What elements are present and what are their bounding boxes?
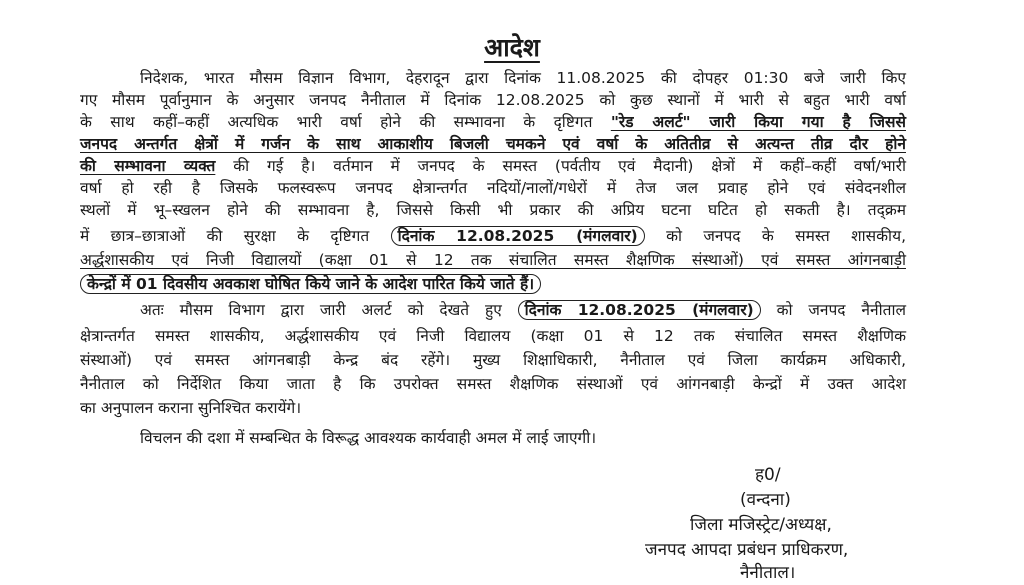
- signatory-place: नैनीताल।: [740, 563, 796, 583]
- highlighted-date: दिनांक 12.08.2025 (मंगलवार): [391, 226, 645, 246]
- highlighted-date-2: दिनांक 12.08.2025 (मंगलवार): [518, 300, 761, 320]
- signatory-name: (वन्दना): [740, 490, 791, 510]
- para2-line4: नैनीताल को निर्देशित किया जाता है कि उपरोक्त समस्त शैक्षणिक संस्थाओं एवं आंगनबाड़ी केन्द्रों में उक्त आदेश: [80, 375, 906, 393]
- para1-line3: के साथ कहीं–कहीं अत्यधिक भारी वर्षा होने की सम्भावना के दृष्टिगत "रेड अलर्ट" जारी किया गया है जिससे: [80, 113, 906, 131]
- para1-line10: केन्द्रों में 01 दिवसीय अवकाश घोषित किये जाने के आदेश पारित किये जाते हैं।: [80, 274, 906, 294]
- signatory-designation: जिला मजिस्ट्रेट/अध्यक्ष,: [690, 515, 832, 535]
- para1-line8: में छात्र–छात्राओं की सुरक्षा के दृष्टिगत दिनांक 12.08.2025 (मंगलवार) को जनपद के समस्त शासकीय,: [80, 227, 906, 245]
- signed-mark: ह0/: [755, 465, 781, 485]
- document-title: आदेश: [484, 33, 540, 62]
- para1-line5: की सम्भावना व्यक्त की गई है। वर्तमान में जनपद के समस्त (पर्वतीय एवं मैदानी) क्षेत्रों में कहीं–कहीं वर्षा/भारी: [80, 157, 907, 175]
- para1-line9: अर्द्धशासकीय एवं निजी विद्यालयों (कक्षा 01 से 12 तक संचालित समस्त शैक्षणिक संस्थाओं) एवं समस्त आंगनबाड़ी: [80, 251, 906, 269]
- para1-line6: वर्षा हो रही है जिसके फलस्वरूप जनपद क्षेत्रान्तर्गत नदियों/नालों/गधेरों में तेज जल प्रवाह होने एवं संवेदनशील: [80, 179, 906, 197]
- para2-line1: अतः मौसम विभाग द्वारा जारी अलर्ट को देखते हुए दिनांक 12.08.2025 (मंगलवार) को जनपद नैनीताल: [140, 301, 906, 319]
- para2-line2: क्षेत्रान्तर्गत समस्त शासकीय, अर्द्धशासकीय एवं निजी विद्यालय (कक्षा 01 से 12 तक संचालित समस्त शैक्षणिक: [80, 327, 906, 345]
- para1-line2: गए मौसम पूर्वानुमान के अनुसार जनपद नैनीताल में दिनांक 12.08.2025 को कुछ स्थानों में भारी से बहुत भारी वर्षा: [80, 91, 906, 109]
- signatory-authority: जनपद आपदा प्रबंधन प्राधिकरण,: [645, 540, 849, 560]
- para2-line5: का अनुपालन कराना सुनिश्चित करायेंगे।: [80, 399, 302, 417]
- para1-line4: जनपद अन्तर्गत क्षेत्रों में गर्जन के साथ आकाशीय बिजली चमकने एवं वर्षा के अतितीव्र से अत्यन्त तीव्र दौर होने: [80, 135, 906, 153]
- para2-line3: संस्थाओं) एवं समस्त आंगनबाड़ी केन्द्र बंद रहेंगे। मुख्य शिक्षाधिकारी, नैनीताल एवं जिला कार्यक्रम अधिकारी,: [80, 351, 906, 369]
- para1-line1: निदेशक, भारत मौसम विज्ञान विभाग, देहरादून द्वारा दिनांक 11.08.2025 की दोपहर 01:30 बजे जारी किए: [140, 69, 906, 87]
- para1-line7: स्थलों में भू–स्खलन होने की सम्भावना है, जिससे किसी भी प्रकार की अप्रिय घटना घटित हो सकती है। तद्क्रम: [80, 201, 906, 219]
- para3-line1: विचलन की दशा में सम्बन्धित के विरूद्ध आवश्यक कार्यवाही अमल में लाई जाएगी।: [140, 429, 597, 447]
